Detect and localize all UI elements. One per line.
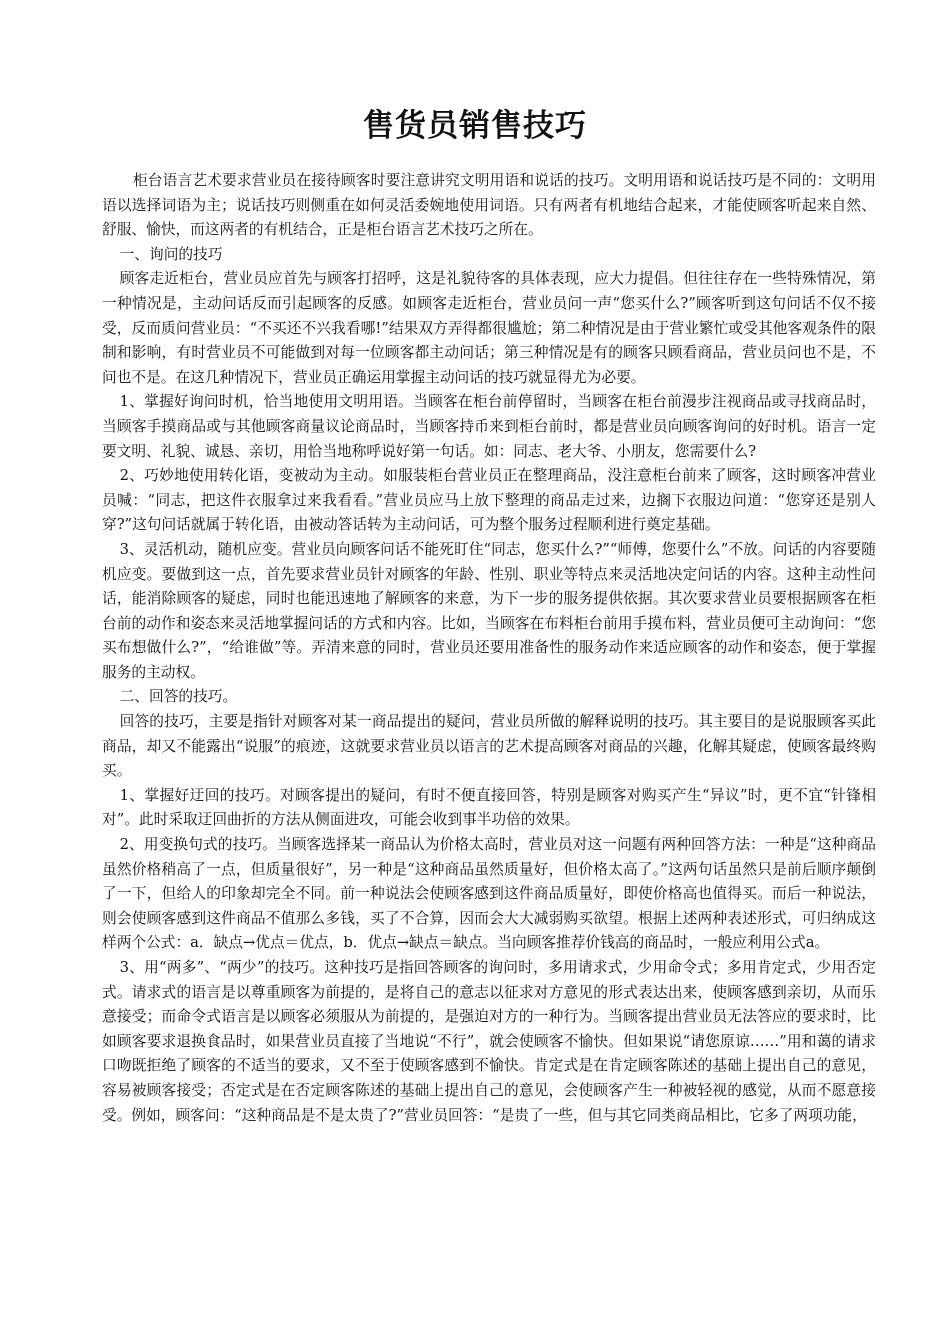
section-heading-answer: 二、回答的技巧。 xyxy=(119,688,238,706)
section-paragraph: 回答的技巧，主要是指针对顾客对某一商品提出的疑问，营业员所做的解释说明的技巧。其主要目的是说服顾客买此商品，却又不能露出“说服”的痕迹，这就要求营业员以语言的艺术提高顾客对商品的兴趣，化解其疑虑，使顾客最终购买。 xyxy=(102,713,876,780)
section-paragraph: 顾客走近柜台，营业员应首先与顾客打招呼，这是礼貌待客的具体表现，应大力提倡。但往往存在一些特殊情况，第一种情况是，主动问话反而引起顾客的反感。如顾客走近柜台，营业员问一声“您买什么?”顾客听到这句问话不仅不接受，反而质问营业员：“不买还不兴我看哪!”结果双方弄得都很尴尬；第二种情况是由于营业繁忙或受其他客观条件的限制和影响，有时营业员不可能做到对每一位顾客都主动问话；第三种情况是有的顾客只顾看商品，营业员问也不是，不问也不是。在这几种情况下，营业员正确运用掌握主动问话的技巧就显得尤为必要。 xyxy=(102,270,876,386)
subsection-paragraph: 2、巧妙地使用转化语，变被动为主动。如服装柜台营业员正在整理商品，没注意柜台前来了顾客，这时顾客冲营业员喊：“同志，把这件衣服拿过来我看看。”营业员应马上放下整理的商品走过来，边搁下衣服边问道：“您穿还是别人穿?”这句问话就属于转化语，由被动答话转为主动问话，可为整个服务过程顺利进行奠定基础。 xyxy=(102,467,876,534)
subsection-paragraph: 3、灵活机动，随机应变。营业员向顾客问话不能死盯住“同志，您买什么?”“师傅，您要什么”不放。问话的内容要随机应变。要做到这一点，首先要求营业员针对顾客的年龄、性别、职业等特点来灵活地决定问话的内容。这种主动性问话，能消除顾客的疑虑，同时也能迅速地了解顾客的来意，为下一步的服务提供依据。其次要求营业员要根据顾客在柜台前的动作和姿态来灵活地掌握问话的方式和内容。比如，当顾客在布料柜台前用手摸布料，营业员便可主动询问：“您买布想做什么?”，“给谁做”等。弄清来意的同时，营业员还要用准备性的服务动作来适应顾客的动作和姿态，便于掌握服务的主动权。 xyxy=(102,540,876,681)
document-body xyxy=(102,169,876,1128)
intro-paragraph: 柜台语言艺术要求营业员在接待顾客时要注意讲究文明用语和说话的技巧。文明用语和说话技巧是不同的：文明用语以选择词语为主；说话技巧则侧重在如何灵活委婉地使用词语。只有两者有机地结合起来，才能使顾客听起来自然、舒服、愉快，而这两者的有机结合，正是柜台语言艺术技巧之所在。 xyxy=(102,172,876,239)
section-heading-ask: 一、询问的技巧 xyxy=(119,245,223,263)
document-title: 售货员销售技巧 xyxy=(363,108,587,144)
subsection-paragraph: 2、用变换句式的技巧。当顾客选择某一商品认为价格太高时，营业员对这一问题有两种回答方法：一种是“这种商品虽然价格稍高了一点，但质量很好”，另一种是“这种商品虽然质量好，但价格太高了。”这两句话虽然只是前后顺序颠倒了一下，但给人的印象却完全不同。前一种说法会使顾客感到这件商品质量好，即使价格高也值得买。而后一种说法，则会使顾客感到这件商品不值那么多钱，买了不合算，因而会大大减弱购买欲望。根据上述两种表述形式，可归纳成这样两个公式：a．缺点→优点＝优点，b．优点→缺点＝缺点。当向顾客推荐价钱高的商品时，一般应利用公式a。 xyxy=(102,836,876,952)
subsection-paragraph: 1、掌握好迂回的技巧。对顾客提出的疑问，有时不便直接回答，特别是顾客对购买产生“异议”时，更不宜“针锋相对”。此时采取迂回曲折的方法从侧面进攻，可能会收到事半功倍的效果。 xyxy=(102,786,876,829)
subsection-paragraph: 3、用“两多”、“两少”的技巧。这种技巧是指回答顾客的询问时，多用请求式，少用命令式；多用肯定式，少用否定式。请求式的语言是以尊重顾客为前提的，是将自己的意志以征求对方意见的形式表达出来，使顾客感到亲切，从而乐意接受；而命令式语言是以顾客必须服从为前提的，是强迫对方的一种行为。当顾客提出营业员无法答应的要求时，比如顾客要求退换食品时，如果营业员直接了当地说“不行”，就会使顾客不愉快。但如果说“请您原谅……”用和蔼的请求口吻既拒绝了顾客的不适当的要求，又不至于使顾客感到不愉快。肯定式是在肯定顾客陈述的基础上提出自己的意见，容易被顾客接受；否定式是在否定顾客陈述的基础上提出自己的意见，会使顾客产生一种被轻视的感觉，从而不愿意接受。例如，顾客问：“这种商品是不是太贵了?”营业员回答：“是贵了一些，但与其它同类商品相比，它多了两项功能， xyxy=(102,959,876,1124)
subsection-paragraph: 1、掌握好询问时机，恰当地使用文明用语。当顾客在柜台前停留时，当顾客在柜台前漫步注视商品或寻找商品时，当顾客手摸商品或与其他顾客商量议论商品时，当顾客持币来到柜台前时，都是营业员向顾客询问的好时机。语言一定要文明、礼貌、诚恳、亲切，用恰当地称呼说好第一句话。如：同志、老大爷、小朋友，您需要什么? xyxy=(102,393,876,460)
